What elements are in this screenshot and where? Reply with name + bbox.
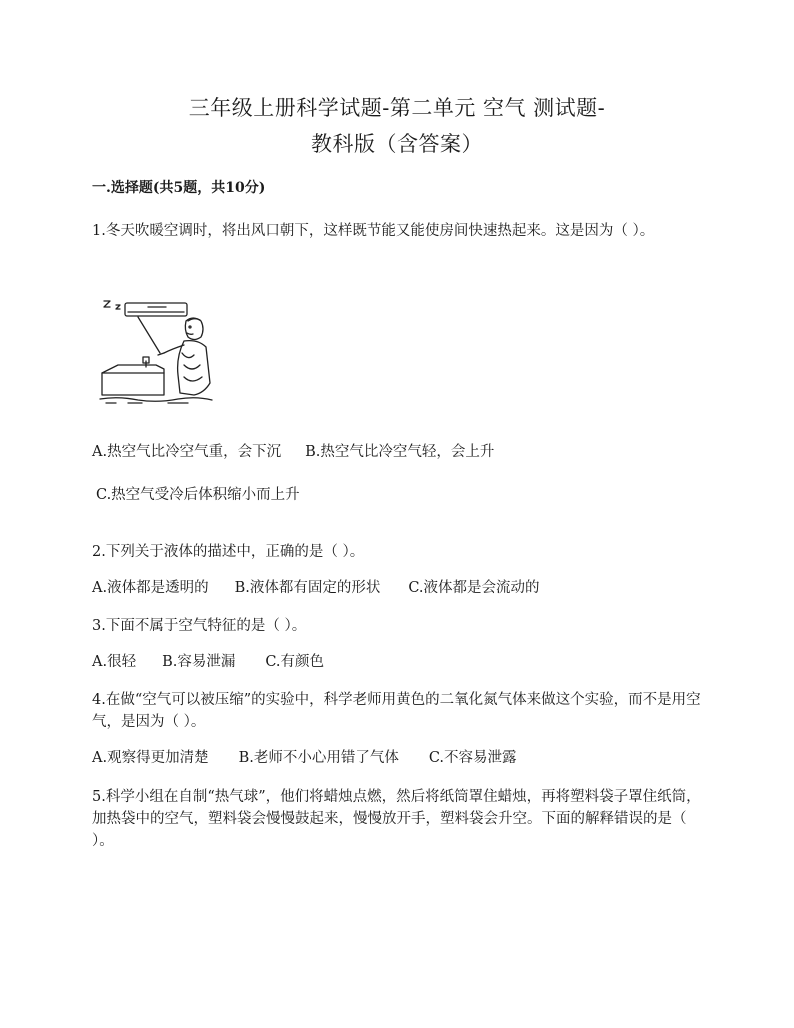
question-3-options <box>92 652 324 672</box>
question-2-options <box>92 578 540 598</box>
question-3-text: 3.下面不属于空气特征的是（ ）。 <box>92 618 307 634</box>
q3-option-b[interactable]: B.容易泄漏 <box>162 654 236 670</box>
q2-option-c[interactable]: C.液体都是会流动的 <box>408 580 540 596</box>
question-4-options <box>92 748 517 768</box>
q3-option-a[interactable]: A.很轻 <box>92 654 137 670</box>
q3-option-c[interactable]: C.有颜色 <box>265 654 325 670</box>
question-1-options-row-1 <box>92 442 494 462</box>
question-4-text: 4.在做“空气可以被压缩”的实验中，科学老师用黄色的二氧化氮气体来做这个实验，而不是用空气，是因为（ ）。 <box>92 692 701 730</box>
q1-option-b[interactable]: B.热空气比冷空气轻，会上升 <box>305 444 495 460</box>
document-title-line-2: 教科版（含答案） <box>311 132 483 156</box>
q1-option-a[interactable]: A.热空气比冷空气重，会下沉 <box>92 444 282 460</box>
q4-option-c[interactable]: C.不容易泄露 <box>428 750 517 766</box>
question-5-text: 5.科学小组在自制“热气球”，他们将蜡烛点燃，然后将纸筒罩住蜡烛，再将塑料袋子罩住纸筒，加热袋中的空气，塑料袋会慢慢鼓起来，慢慢放开手，塑料袋会升空。下面的解释错误的是（ ）。 <box>92 789 701 849</box>
q4-option-a[interactable]: A.观察得更加清楚 <box>92 750 209 766</box>
question-2-text: 2.下列关于液体的描述中，正确的是（ ）。 <box>92 544 365 560</box>
q4-option-b[interactable]: B.老师不小心用错了气体 <box>238 750 399 766</box>
q2-option-b[interactable]: B.液体都有固定的形状 <box>234 580 381 596</box>
q2-option-a[interactable]: A.液体都是透明的 <box>92 580 209 596</box>
q1-option-c[interactable]: C.热空气受冷后体积缩小而上升 <box>96 487 300 503</box>
question-1-text: 1.冬天吹暖空调时，将出风口朝下，这样既节能又能使房间快速热起来。这是因为（ ）。 <box>92 223 655 239</box>
air-conditioner-illustration <box>98 295 214 407</box>
section-heading: 一.选择题(共5题，共10分) <box>92 180 266 196</box>
question-1-options-row-2 <box>96 485 300 505</box>
document-title-line-1: 三年级上册科学试题-第二单元 空气 测试题- <box>188 96 606 120</box>
